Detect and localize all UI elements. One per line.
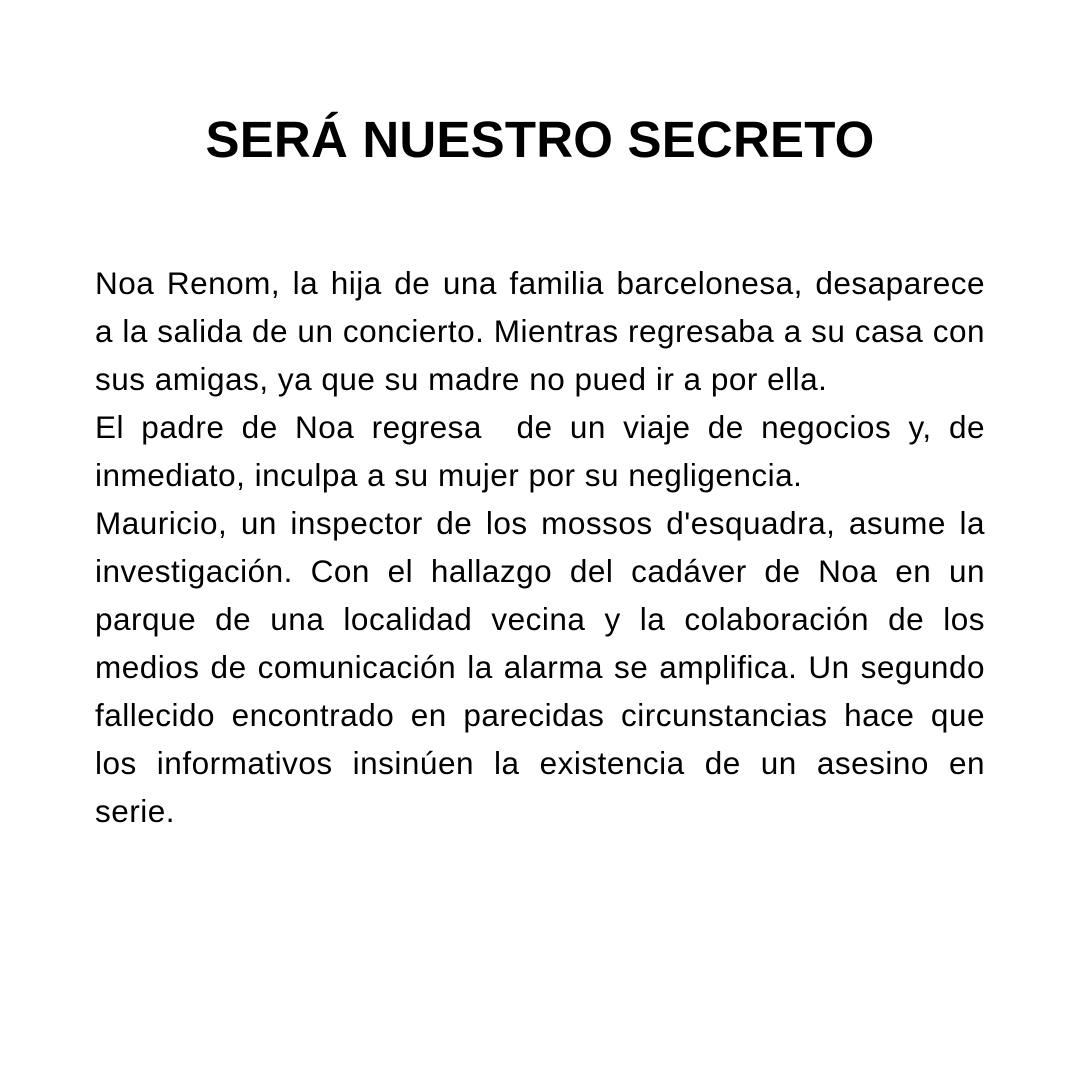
- synopsis-body: [95, 259, 995, 835]
- paragraph-disappearance: Noa Renom, la hija de una familia barcelonesa, desaparece a la salida de un concierto. Mientras regresaba a su casa con sus amigas, ya que su madre no pued ir a por ella.: [95, 265, 995, 397]
- page-title: SERÁ NUESTRO SECRETO: [205, 111, 875, 168]
- paragraph-investigation: Mauricio, un inspector de los mossos d'esquadra, asume la investigación. Con el hallazgo del cadáver de Noa en un parque de una localidad vecina y la colaboración de los medios de comunicación la alarma se amplifica. Un segundo fallecido encontrado en parecidas circunstancias hace que los informativos insinúen la existencia de un asesino en serie.: [95, 505, 995, 829]
- paragraph-father-returns: El padre de Noa regresa de un viaje de negocios y, de inmediato, inculpa a su mujer por su negligencia.: [95, 409, 995, 493]
